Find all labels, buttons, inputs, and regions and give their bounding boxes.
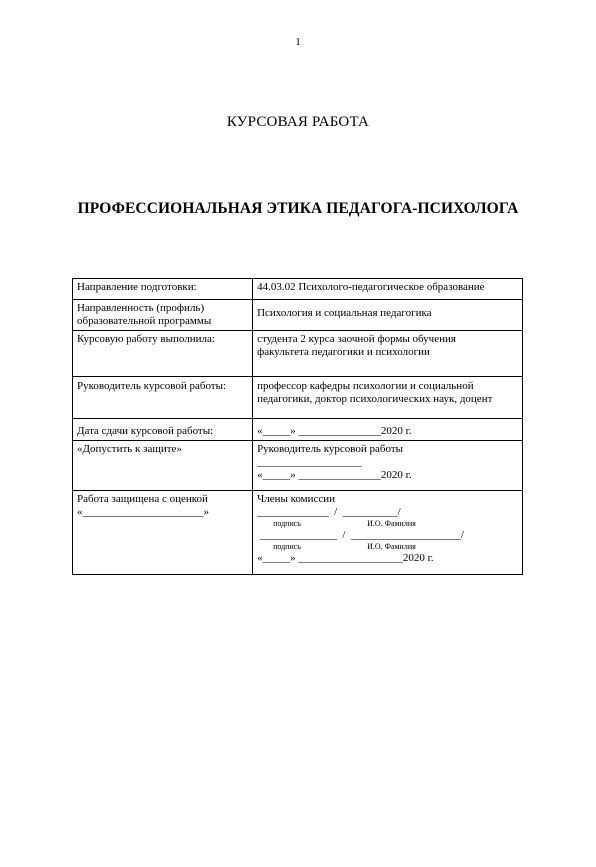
signature-caption: подпись (273, 542, 301, 551)
date-value-cell (253, 419, 523, 441)
row-direction (73, 279, 523, 300)
defended-label-line-1: Работа защищена с оценкой (77, 493, 208, 505)
author-label: Курсовую работу выполнила: (77, 333, 215, 345)
commission-title: Члены комиссии (257, 493, 336, 505)
profile-label-line-1: Направленность (профиль) (77, 302, 205, 314)
commission-cell (253, 491, 523, 575)
supervisor-value-line-1: профессор кафедры психологии и социальной (257, 380, 474, 392)
name-caption: И.О. Фамилия (367, 542, 416, 551)
commission-date: «_____» ___________________2020 г. (257, 552, 434, 564)
admit-supervisor-title: Руководитель курсовой работы (257, 443, 404, 455)
admit-label: «Допустить к защите» (77, 443, 182, 455)
date-label-cell (73, 419, 253, 441)
row-defended (73, 491, 523, 575)
admit-date: «_____» _______________2020 г. (257, 469, 412, 481)
profile-label-line-2: образовательной программы (77, 315, 212, 327)
commission-sign-line-2: ______________ / ____________________/ (257, 529, 464, 541)
admit-value-cell (253, 441, 523, 491)
admit-label-cell (73, 441, 253, 491)
commission-caption-row-2 (257, 542, 518, 552)
profile-value-cell (253, 300, 523, 331)
date-value: «_____» _______________2020 г. (257, 425, 412, 437)
supervisor-value-cell (253, 377, 523, 419)
direction-label: Направление подготовки: (77, 281, 197, 293)
row-profile (73, 300, 523, 331)
row-admit (73, 441, 523, 491)
name-caption: И.О. Фамилия (367, 519, 416, 528)
author-value-cell (253, 331, 523, 377)
info-table (72, 278, 523, 575)
date-label: Дата сдачи курсовой работы: (77, 425, 214, 437)
page-number: 1 (295, 36, 301, 48)
author-value-line-1: студента 2 курса заочной формы обучения (257, 333, 456, 345)
row-author (73, 331, 523, 377)
defended-label-cell (73, 491, 253, 575)
commission-caption-row-1 (257, 519, 518, 529)
document-type: КУРСОВАЯ РАБОТА (226, 114, 370, 130)
profile-value: Психология и социальная педагогика (257, 307, 432, 319)
author-value-line-2: факультета педагогики и психологии (257, 346, 430, 358)
defended-grade-line: «______________________» (77, 506, 209, 518)
commission-sign-line-1: _____________ / __________/ (257, 506, 401, 518)
direction-label-cell (73, 279, 253, 300)
direction-value: 44.03.02 Психолого-педагогическое образование (257, 281, 485, 293)
supervisor-value-line-2: педагогики, доктор психологических наук, доцент (257, 393, 493, 405)
signature-caption: подпись (273, 519, 301, 528)
supervisor-label-cell (73, 377, 253, 419)
admit-signature-line: ___________________ (257, 456, 362, 468)
row-supervisor (73, 377, 523, 419)
profile-label-cell (73, 300, 253, 331)
author-label-cell (73, 331, 253, 377)
row-date (73, 419, 523, 441)
supervisor-label: Руководитель курсовой работы: (77, 380, 227, 392)
direction-value-cell (253, 279, 523, 300)
document-title: ПРОФЕССИОНАЛЬНАЯ ЭТИКА ПЕДАГОГА-ПСИХОЛОГА (77, 200, 519, 217)
